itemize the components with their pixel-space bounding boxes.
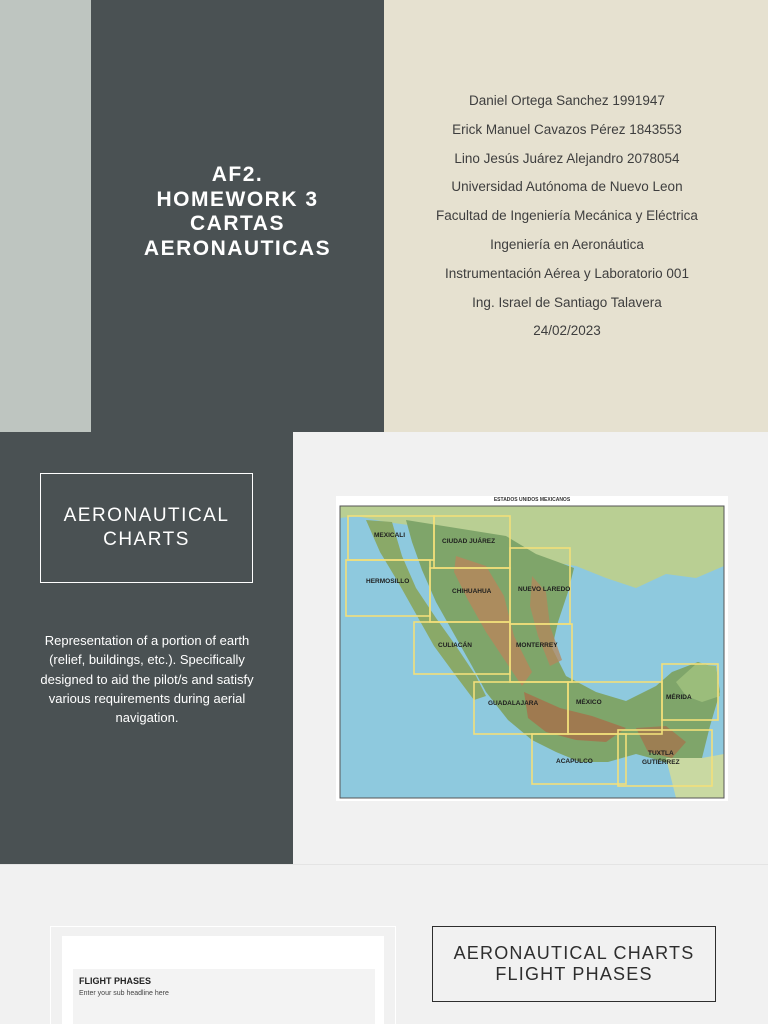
city-label-guadalajara: GUADALAJARA bbox=[488, 700, 539, 707]
presentation-title bbox=[91, 163, 384, 261]
charts-title-line: AERONAUTICAL bbox=[63, 505, 230, 526]
charts-title-line: CHARTS bbox=[103, 529, 190, 550]
card-heading: FLIGHT PHASES bbox=[79, 976, 152, 986]
mexico-chart-index-map bbox=[336, 496, 728, 801]
city-label-acapulco: ACAPULCO bbox=[556, 758, 593, 765]
credits-list bbox=[384, 90, 750, 349]
map-heading: ESTADOS UNIDOS MEXICANOS bbox=[493, 497, 571, 503]
card-subheadline: Enter your sub headline here bbox=[79, 990, 169, 997]
city-label-mexicali: MEXICALI bbox=[374, 532, 406, 539]
city-label-nuevo-laredo: NUEVO LAREDO bbox=[518, 586, 571, 593]
city-label-hermosillo: HERMOSILLO bbox=[366, 578, 410, 585]
city-label-chihuahua: CHIHUAHUA bbox=[452, 588, 492, 595]
credit-line: Ing. Israel de Santiago Talavera bbox=[472, 294, 662, 310]
title-line: HOMEWORK 3 bbox=[156, 187, 319, 211]
title-line: AERONAUTICAS bbox=[143, 236, 332, 260]
credit-line: Facultad de Ingeniería Mecánica y Eléctrica bbox=[436, 208, 698, 224]
credit-line: Lino Jesús Juárez Alejandro 2078054 bbox=[454, 150, 680, 166]
credit-line: Daniel Ortega Sanchez 1991947 bbox=[469, 93, 665, 108]
credit-line: Ingeniería en Aeronáutica bbox=[490, 236, 644, 252]
date-line: 24/02/2023 bbox=[533, 323, 601, 339]
flight-phases-title-box bbox=[432, 926, 716, 1002]
city-label-tuxtla: TUXTLA bbox=[648, 750, 674, 757]
city-label-ciudad-juarez: CIUDAD JUÁREZ bbox=[442, 538, 496, 545]
flight-phases-title-line: AERONAUTICAL CHARTS bbox=[453, 943, 695, 963]
city-label-culiacan: CULIACÁN bbox=[438, 642, 472, 649]
city-label-monterrey: MONTERREY bbox=[516, 642, 558, 649]
charts-title-box bbox=[40, 473, 253, 583]
charts-description: Representation of a portion of earth (relief, buildings, etc.). Specifically designed to aid the pilot/s and satisfy various requirements during aerial navigation. bbox=[40, 633, 254, 726]
title-slide bbox=[0, 0, 768, 432]
city-label-gutierrez: GUTIÉRREZ bbox=[642, 759, 680, 766]
sage-strip bbox=[0, 0, 91, 432]
city-label-merida: MÉRIDA bbox=[666, 694, 692, 701]
flight-phases-title-line: FLIGHT PHASES bbox=[495, 964, 653, 984]
title-line: AF2. bbox=[211, 163, 264, 186]
title-line: CARTAS bbox=[190, 212, 285, 235]
credit-line: Universidad Autónoma de Nuevo Leon bbox=[451, 179, 683, 195]
city-label-mexico: MÉXICO bbox=[576, 699, 602, 706]
credit-line: Erick Manuel Cavazos Pérez 1843553 bbox=[452, 121, 682, 137]
credit-line: Instrumentación Aérea y Laboratorio 001 bbox=[445, 265, 689, 281]
